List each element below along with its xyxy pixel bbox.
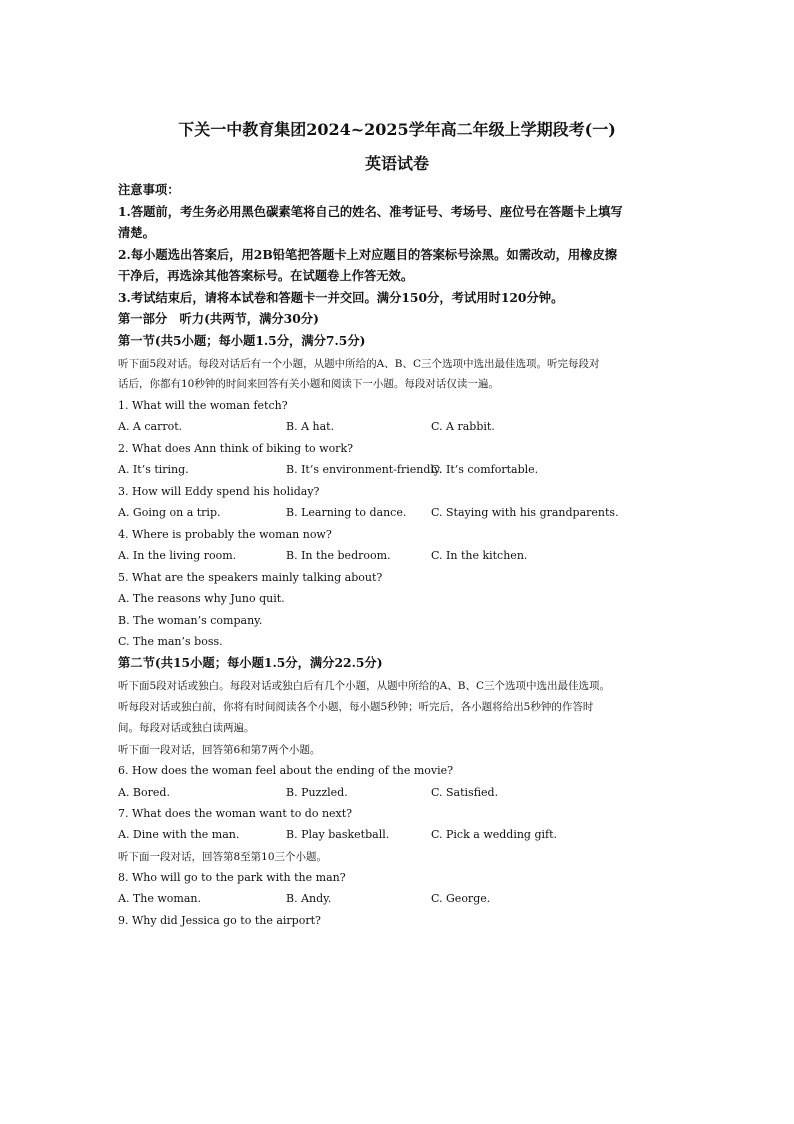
question-4-option-a: A. In the living room. [118, 549, 237, 562]
notice-item-2-line-2: 干净后，再选涂其他答案标号。在试题卷上作答无效。 [118, 268, 414, 283]
question-5-option-a: A. The reasons why Juno quit. [118, 592, 285, 605]
question-3-stem: 3. How will Eddy spend his holiday? [118, 485, 320, 498]
question-2-stem: 2. What does Ann think of biking to work? [118, 442, 354, 455]
notice-item-1-line-1: 1.答题前，考生务必用黑色碳素笔将自己的姓名、准考证号、考场号、座位号在答题卡上填写 [118, 204, 623, 219]
exam-subtitle: 英语试卷 [364, 154, 429, 173]
notice-heading: 注意事项： [118, 182, 180, 197]
question-7-stem: 7. What does the woman want to do next? [118, 807, 353, 820]
question-4-option-c: C. In the kitchen. [431, 549, 528, 562]
notice-item-1-line-2: 清楚。 [118, 225, 155, 240]
section2-instruction-line-2: 听每段对话或独白前，你将有时间阅读各个小题，每小题5秒钟；听完后，各小题将给出5秒钟的作答时 [118, 701, 594, 713]
section2-instruction-line-3: 间。每段对话或独白读两遍。 [118, 722, 255, 734]
question-9-stem: 9. Why did Jessica go to the airport? [118, 914, 321, 927]
question-1-option-c: C. A rabbit. [431, 420, 495, 433]
question-1-stem: 1. What will the woman fetch? [118, 399, 288, 412]
question-1-option-a: A. A carrot. [118, 420, 183, 433]
section2-instruction-line-1: 听下面5段对话或独白。每段对话或独白后有几个小题，从题中所给的A、B、C三个选项中选出最佳选项。 [118, 680, 611, 692]
question-5-stem: 5. What are the speakers mainly talking about? [118, 571, 383, 584]
part1-heading: 第一部分 听力(共两节，满分30分) [118, 311, 319, 326]
question-8-option-b: B. Andy. [286, 892, 332, 905]
notice-item-3: 3.考试结束后，请将本试卷和答题卡一并交回。满分150分，考试用时120分钟。 [118, 290, 564, 305]
question-4-option-b: B. In the bedroom. [286, 549, 391, 562]
question-4-stem: 4. Where is probably the woman now? [118, 528, 332, 541]
question-3-option-c: C. Staying with his grandparents. [431, 506, 619, 519]
question-7-option-a: A. Dine with the man. [118, 828, 240, 841]
question-7-option-c: C. Pick a wedding gift. [431, 828, 558, 841]
question-2-option-b: B. It’s environment-friendly. [286, 463, 443, 476]
section1-instruction-line-2: 话后，你都有10秒钟的时间来回答有关小题和阅读下一小题。每段对话仅读一遍。 [118, 378, 499, 390]
section2-heading: 第二节(共15小题；每小题1.5分，满分22.5分) [118, 655, 383, 670]
question-8-option-c: C. George. [431, 892, 491, 905]
section2-group-1-instruction: 听下面一段对话，回答第6和第7两个小题。 [118, 744, 321, 756]
notice-item-2-line-1: 2.每小题选出答案后，用2B铅笔把答题卡上对应题目的答案标号涂黑。如需改动，用橡皮擦 [118, 247, 618, 262]
question-6-option-b: B. Puzzled. [286, 786, 348, 799]
question-3-option-b: B. Learning to dance. [286, 506, 407, 519]
question-6-option-c: C. Satisfied. [431, 786, 499, 799]
question-5-option-c: C. The man’s boss. [118, 635, 223, 648]
section1-heading: 第一节(共5小题；每小题1.5分，满分7.5分) [118, 333, 366, 348]
question-2-option-a: A. It’s tiring. [118, 463, 189, 476]
question-6-stem: 6. How does the woman feel about the ending of the movie? [118, 764, 454, 777]
question-8-option-a: A. The woman. [118, 892, 201, 905]
question-3-option-a: A. Going on a trip. [118, 506, 221, 519]
question-6-option-a: A. Bored. [118, 786, 170, 799]
question-2-option-c: C. It’s comfortable. [431, 463, 539, 476]
section2-group-2-instruction: 听下面一段对话，回答第8至第10三个小题。 [118, 851, 328, 863]
question-1-option-b: B. A hat. [286, 420, 335, 433]
question-7-option-b: B. Play basketball. [286, 828, 390, 841]
question-8-stem: 8. Who will go to the park with the man? [118, 871, 346, 884]
exam-title: 下关一中教育集团2024~2025学年高二年级上学期段考(一) [178, 120, 616, 139]
section1-instruction-line-1: 听下面5段对话。每段对话后有一个小题，从题中所给的A、B、C三个选项中选出最佳选项。听完每段对 [118, 358, 600, 370]
question-5-option-b: B. The woman’s company. [118, 614, 263, 627]
